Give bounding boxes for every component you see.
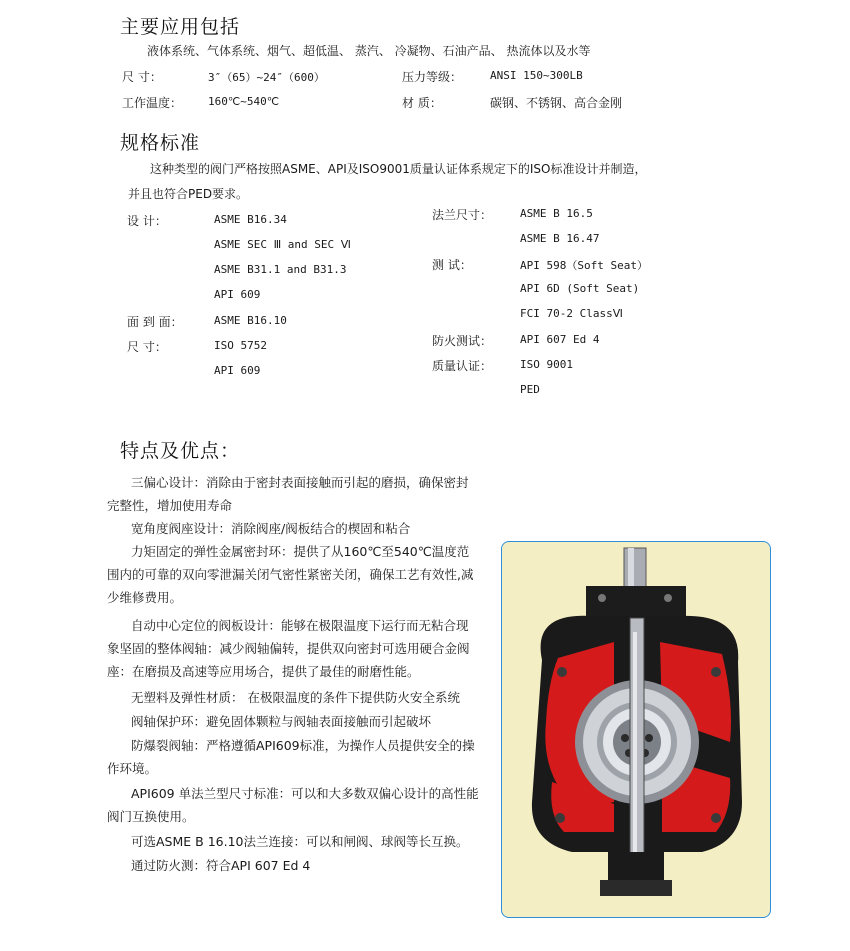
dimension-label: 尺 寸： xyxy=(127,340,167,354)
pressure-label: 压力等级： xyxy=(402,70,463,84)
test-label: 测 试： xyxy=(432,258,472,272)
test-value: FCI 70-2 ClassⅥ xyxy=(520,307,623,320)
flange-value: ASME B 16.47 xyxy=(520,232,600,245)
standards-intro-line2: 并且也符合PED要求。 xyxy=(128,187,249,201)
feature-paragraph: 可选ASME B 16.10法兰连接：可以和闸阀、球阀等长互换。 xyxy=(131,834,469,849)
valve-cutaway-illustration xyxy=(502,542,770,917)
fire-test-value: API 607 Ed 4 xyxy=(520,333,600,346)
quality-label: 质量认证： xyxy=(432,359,493,373)
temp-value: 160℃~540℃ xyxy=(208,95,280,108)
quality-value: PED xyxy=(520,383,540,396)
size-label: 尺 寸： xyxy=(122,70,162,84)
applications-text: 液体系统、气体系统、烟气、超低温、 蒸汽、 冷凝物、石油产品、 热流体以及水等 xyxy=(147,44,591,58)
feature-paragraph: 通过防火测：符合API 607 Ed 4 xyxy=(131,858,311,873)
feature-paragraph: API609 单法兰型尺寸标准：可以和大多数双偏心设计的高性能阀门互换使用。 xyxy=(107,786,479,824)
dimension-value: ISO 5752 xyxy=(214,339,267,352)
temp-label: 工作温度： xyxy=(122,96,183,110)
section-title-standards: 规格标准 xyxy=(120,132,201,154)
design-value: API 609 xyxy=(214,288,261,301)
feature-paragraph: 宽角度阀座设计：消除阀座/阀板结合的楔固和粘合 xyxy=(131,521,411,536)
feature-paragraph: 三偏心设计：消除由于密封表面接触而引起的磨损，确保密封完整性，增加使用寿命 xyxy=(107,475,469,513)
test-value: API 598（Soft Seat） xyxy=(520,259,648,272)
pressure-value: ANSI 150~300LB xyxy=(490,69,583,82)
feature-paragraph: 防爆裂阀轴：严格遵循API609标准，为操作人员提供安全的操作环境。 xyxy=(107,738,475,776)
valve-cutaway-image xyxy=(501,541,771,918)
dimension-value: API 609 xyxy=(214,364,261,377)
feature-paragraph: 无塑料及弹性材质： 在极限温度的条件下提供防火安全系统 xyxy=(131,690,460,705)
design-value: ASME SEC Ⅲ and SEC Ⅵ xyxy=(214,238,351,251)
face-to-face-label: 面 到 面： xyxy=(127,315,183,329)
quality-value: ISO 9001 xyxy=(520,358,573,371)
section-title-features: 特点及优点： xyxy=(120,440,241,462)
feature-paragraph: 自动中心定位的阀板设计：能够在极限温度下运行而无粘合现象坚固的整体阀轴：减少阀轴偏转，提供双向密封可选用硬合金阀座：在磨损及高速等应用场合，提供了最佳的耐磨性能。 xyxy=(107,618,470,679)
design-label: 设 计： xyxy=(127,214,167,228)
feature-paragraph: 阀轴保护环：避免固体颗粒与阀轴表面接触而引起破坏 xyxy=(131,714,432,729)
design-value: ASME B16.34 xyxy=(214,213,287,226)
face-to-face-value: ASME B16.10 xyxy=(214,314,287,327)
flange-label: 法兰尺寸： xyxy=(432,208,493,222)
standards-intro-line1: 这种类型的阀门严格按照ASME、API及ISO9001质量认证体系规定下的ISO标准设计并制造， xyxy=(150,162,647,176)
test-value: API 6D (Soft Seat) xyxy=(520,282,640,295)
material-label: 材 质： xyxy=(402,96,442,110)
section-title-applications: 主要应用包括 xyxy=(120,16,241,38)
fire-test-label: 防火测试： xyxy=(432,334,493,348)
design-value: ASME B31.1 and B31.3 xyxy=(214,263,347,276)
size-value: 3″（65）~24″（600） xyxy=(208,71,325,84)
material-value: 碳钢、不锈钢、高合金刚 xyxy=(490,96,623,110)
feature-paragraph: 力矩固定的弹性金属密封环：提供了从160℃至540℃温度范围内的可靠的双向零泄漏关闭气密性紧密关闭，确保工艺有效性,减少维修费用。 xyxy=(107,544,474,605)
flange-value: ASME B 16.5 xyxy=(520,207,593,220)
